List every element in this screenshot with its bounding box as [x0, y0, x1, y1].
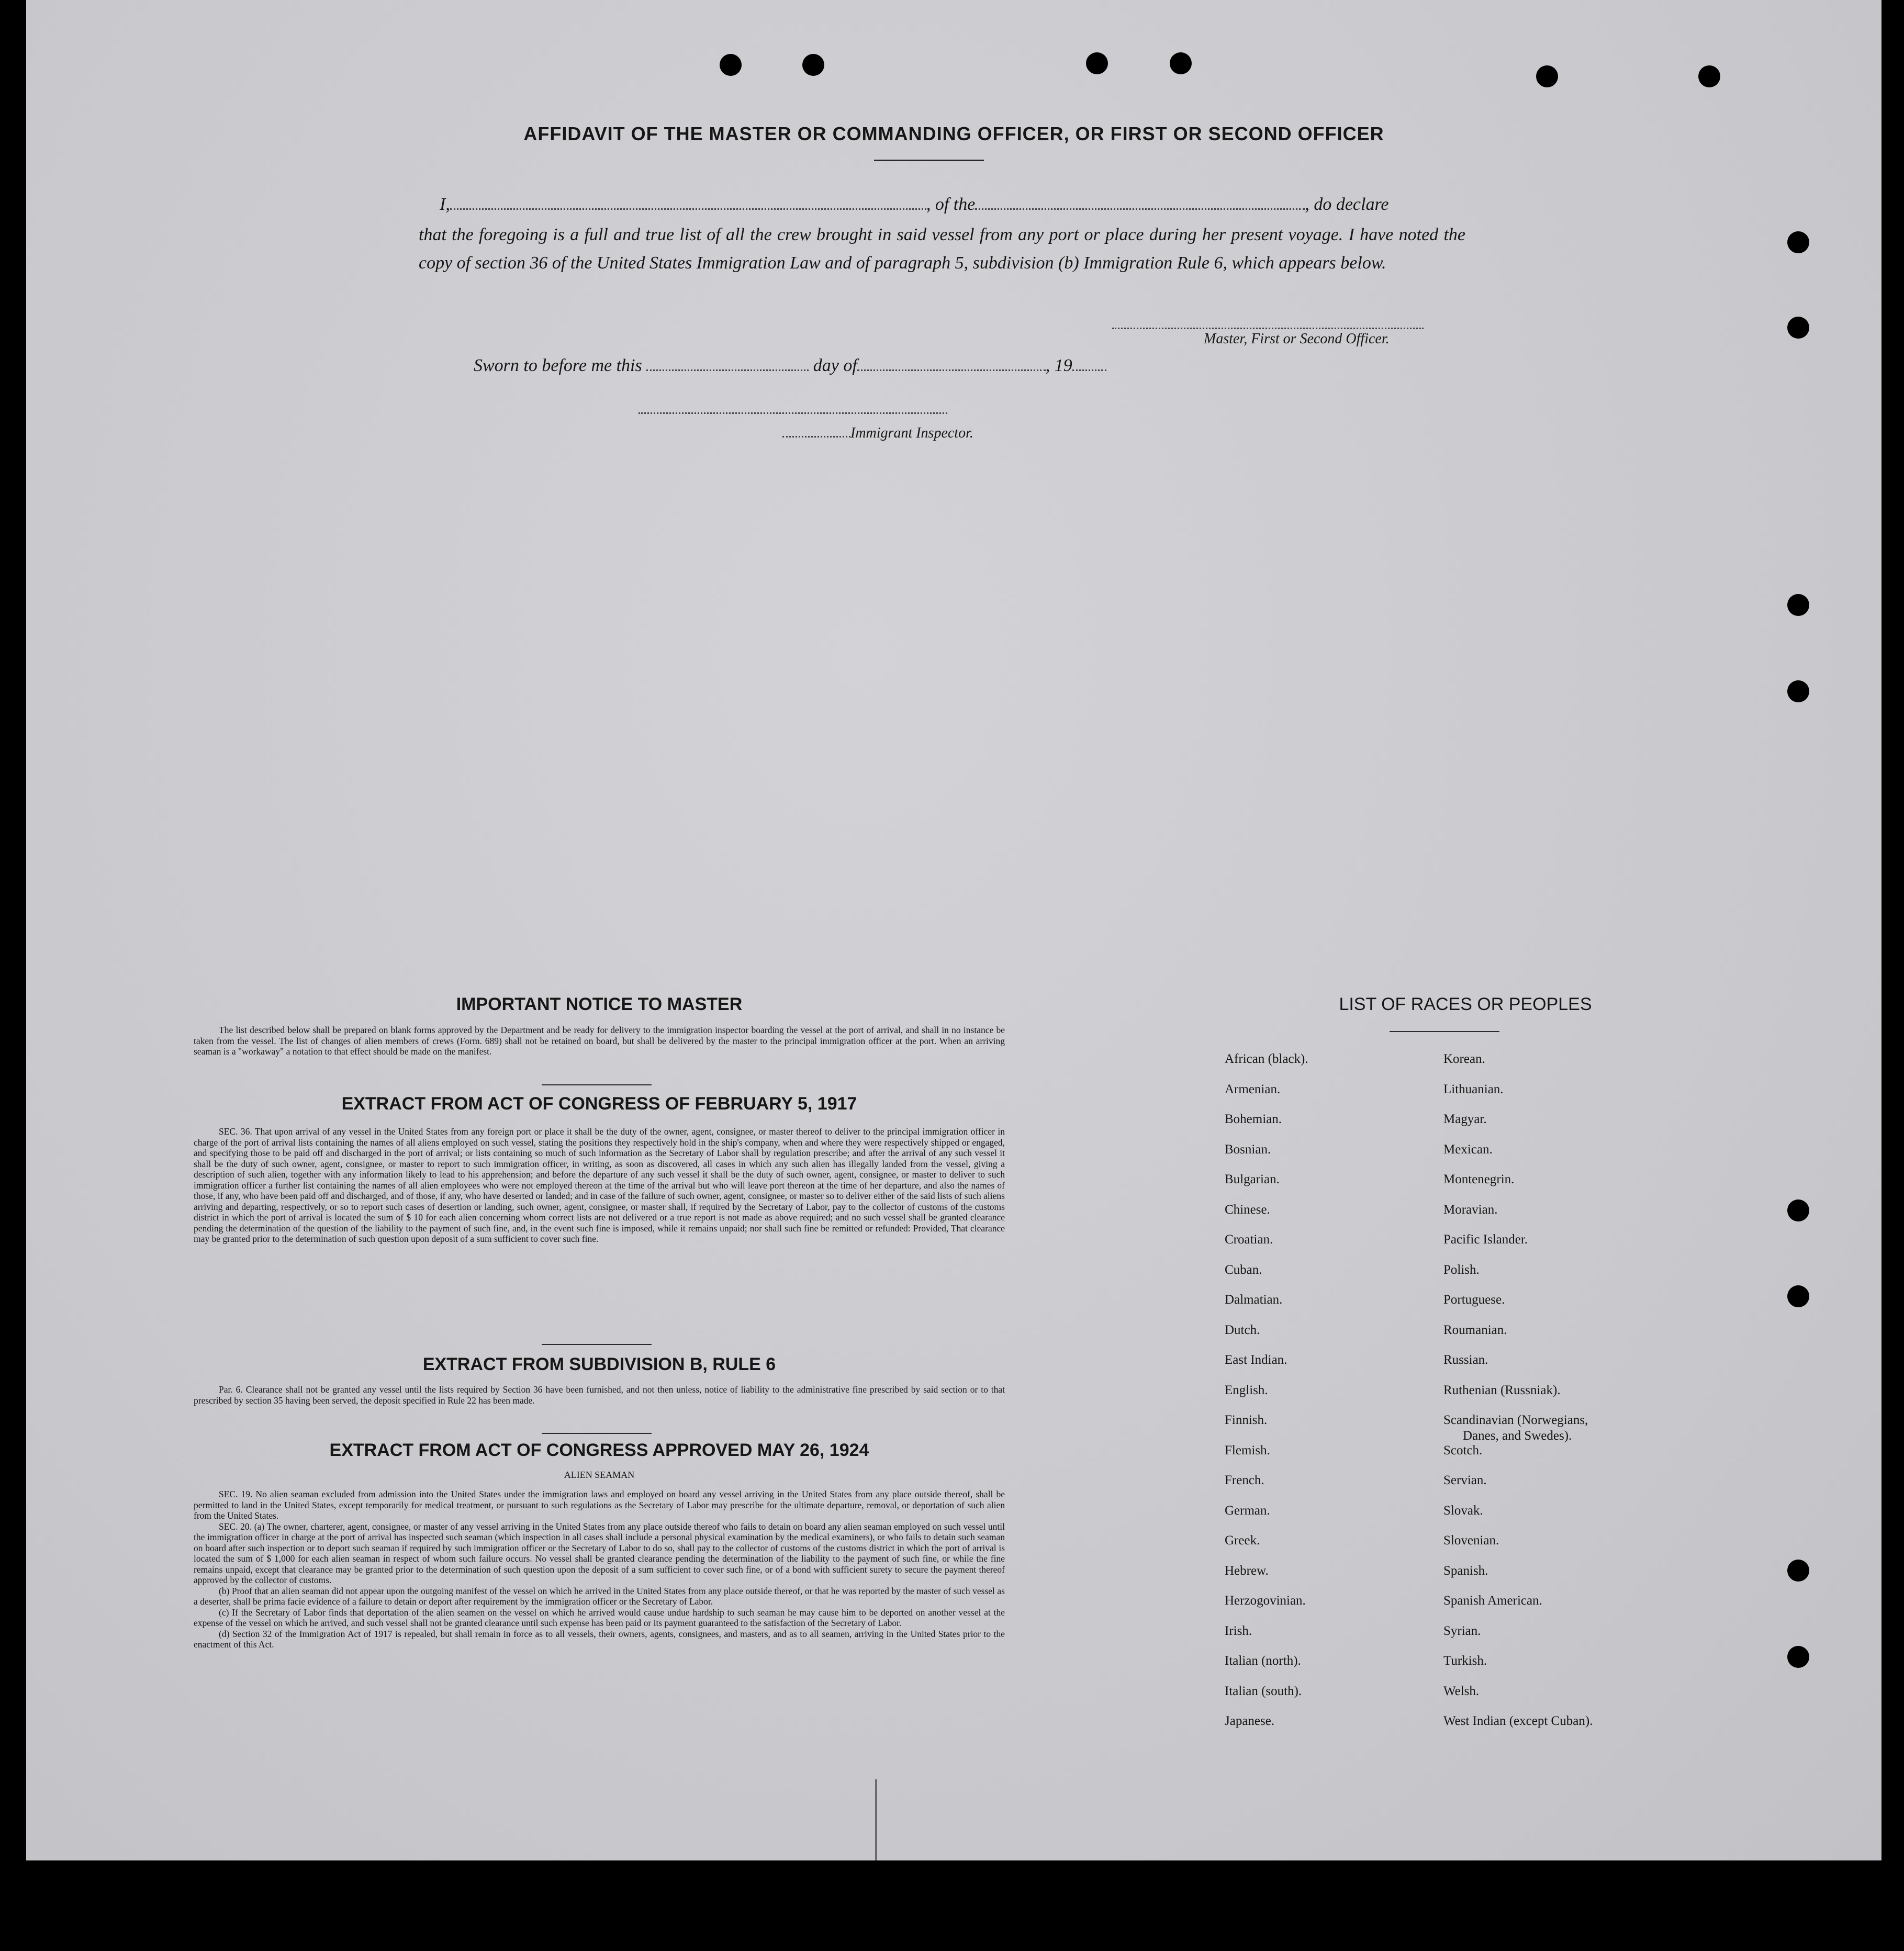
- race-item: Bohemian.: [1225, 1112, 1282, 1126]
- punch-hole: [1086, 52, 1108, 74]
- races-title: LIST OF RACES OR PEOPLES: [1339, 994, 1592, 1014]
- punch-hole: [1787, 1646, 1809, 1668]
- race-item: Croatian.: [1225, 1232, 1273, 1247]
- race-item: Montenegrin.: [1443, 1172, 1515, 1186]
- document-sheet: [26, 0, 1881, 1860]
- race-item: Korean.: [1443, 1052, 1485, 1066]
- sec-19-paragraph: SEC. 19. No alien seaman excluded from admission into the United States under the immigration laws and employed on board any vessel arriving in the United States from any place outside thereof, shall be permitted to land in the United States, except temporarily for medical treatment, or pursuant to such regulations as the Secretary of Labor may prescribe for the ultimate departure, removal, or deportation of such alien from the United States.: [194, 1489, 1005, 1521]
- title-divider: [874, 160, 984, 161]
- race-item: Servian.: [1443, 1473, 1487, 1487]
- race-item: Mexican.: [1443, 1142, 1493, 1157]
- punch-hole: [802, 54, 824, 76]
- race-item: Herzogovinian.: [1225, 1594, 1306, 1608]
- race-item: Lithuanian.: [1443, 1082, 1504, 1096]
- punch-hole: [1787, 594, 1809, 616]
- vessel-blank: [975, 205, 1305, 210]
- affidavit-title: AFFIDAVIT OF THE MASTER OR COMMANDING OFFICER, OR FIRST OR SECOND OFFICER: [523, 123, 1384, 144]
- race-item: Italian (south).: [1225, 1684, 1302, 1698]
- inspector-name-blank: [782, 433, 850, 438]
- punch-hole: [1787, 1199, 1809, 1221]
- signature-label: Master, First or Second Officer.: [1204, 331, 1390, 347]
- sworn-prefix: Sworn to before me this: [474, 356, 642, 375]
- declaration-line: [440, 195, 1465, 215]
- race-item: Danes, and Swedes).: [1463, 1429, 1572, 1443]
- race-item: African (black).: [1225, 1052, 1308, 1066]
- signature-blank: [1112, 324, 1424, 329]
- race-item: Syrian.: [1443, 1623, 1481, 1638]
- section-divider: [542, 1344, 652, 1345]
- inspector-line: [782, 425, 973, 442]
- extract-1917-title: EXTRACT FROM ACT OF CONGRESS OF FEBRUARY 5, 1917: [341, 1094, 857, 1114]
- race-item: Magyar.: [1443, 1112, 1487, 1126]
- race-item: Moravian.: [1443, 1202, 1498, 1217]
- race-item: English.: [1225, 1383, 1268, 1397]
- race-item: Russian.: [1443, 1353, 1488, 1367]
- race-item: West Indian (except Cuban).: [1443, 1714, 1593, 1728]
- punch-hole: [1787, 1285, 1809, 1307]
- extract-1924-subtitle: ALIEN SEAMAN: [564, 1470, 635, 1480]
- punch-hole: [1787, 317, 1809, 339]
- i-word: I,: [440, 195, 450, 214]
- extract-1924-title: EXTRACT FROM ACT OF CONGRESS APPROVED MAY 26, 1924: [329, 1440, 869, 1460]
- race-item: East Indian.: [1225, 1353, 1287, 1367]
- race-item: German.: [1225, 1503, 1270, 1518]
- sworn-line: [474, 356, 1106, 376]
- punch-hole: [1170, 52, 1192, 74]
- punch-hole: [1787, 1560, 1809, 1582]
- day-blank: [646, 366, 809, 371]
- punch-hole: [1787, 231, 1809, 253]
- do-declare-word: , do declare: [1305, 195, 1389, 214]
- race-item: Spanish American.: [1443, 1594, 1542, 1608]
- race-item: Japanese.: [1225, 1714, 1275, 1728]
- race-item: Turkish.: [1443, 1654, 1487, 1668]
- race-item: Pacific Islander.: [1443, 1232, 1528, 1247]
- inspector-signature-blank: [639, 409, 947, 414]
- extract-1917-text: SEC. 36. That upon arrival of any vessel in the United States from any foreign port or place it shall be the duty of the owner, agent, consignee, or master thereof to deliver to the principal immigration officer in charge of the port of arrival lists containing the names of all aliens employed on such vessel, stating the positions they respectively hold in the ship's company, when and where they were respectively shipped or engaged, and specifying those to be paid off and discharged in the port of arrival; or lists containing so much of such information as the Secretary of Labor shall by regulation prescribe; and after the arrival of any such vessel it shall be the duty of such owner, agent, consignee, or master to report to such immigration officer, in writing, as soon as discovered, all cases in which any such alien has illegally landed from the vessel, giving a description of such alien, together with any information likely to lead to his apprehension; and before the departure of any such vessel it shall be the duty of such owner, agent, consignee, or master to deliver to such immigration officer a further list containing the names of all alien employees who were not employed thereon at the time of the arrival but who will leave port thereon at the time of her departure, and also the names of those, if any, who have been paid off and discharged, and of those, if any, who have deserted or landed; and in case of the failure of such owner, agent, consignee, or master so to deliver either of the said lists of such aliens arriving and departing, respectively, or so to report such cases of desertion or landing, such owner, agent, consignee, or master shall, if required by the Secretary of Labor, pay to the collector of customs of the customs district in which the port of arrival is located the sum of $ 10 for each alien concerning whom correct lists are not delivered or a true report is not made as above required; and no such vessel shall be granted clearance pending the determination of the question of the liability to the payment of such fine, and, in the event such fine is imposed, while it remains unpaid; nor shall such fine be remitted or refunded: Provided, That clearance may be granted prior to the determination of such question upon deposit of a sum sufficient to cover such fine.: [194, 1126, 1005, 1244]
- inspector-label: Immigrant Inspector.: [850, 425, 973, 441]
- year-blank: [1072, 366, 1106, 371]
- race-item: Dutch.: [1225, 1322, 1260, 1337]
- crease-mark: [875, 1779, 877, 1860]
- race-item: Dalmatian.: [1225, 1293, 1283, 1307]
- extract-rule6-title: EXTRACT FROM SUBDIVISION B, RULE 6: [422, 1354, 776, 1374]
- race-item: Irish.: [1225, 1623, 1252, 1638]
- extract-1924-body: [194, 1489, 1005, 1650]
- name-blank: [450, 205, 926, 210]
- of-the-word: , of the: [926, 195, 976, 214]
- sec-20d-paragraph: (d) Section 32 of the Immigration Act of 1917 is repealed, but shall remain in force as to all vessels, their owners, agents, consignees, and masters, and as to all seamen, arriving in the United States prior to the enactment of this Act.: [194, 1628, 1005, 1650]
- race-item: Spanish.: [1443, 1563, 1488, 1578]
- race-item: Bulgarian.: [1225, 1172, 1280, 1186]
- race-item: Chinese.: [1225, 1202, 1270, 1217]
- notice-text: The list described below shall be prepared on blank forms approved by the Department and be ready for delivery to the immigration inspector boarding the vessel at the port of arrival, and shall in no instance be taken from the vessel. The list of changes of alien members of crews (Form. 689) shall not be retained on board, but shall be delivered by the master to the principal immigration officer at the port. When an arriving seaman is a "workaway" a notation to that effect should be made on the manifest.: [194, 1025, 1005, 1057]
- race-item: Scandinavian (Norwegians,: [1443, 1413, 1588, 1427]
- punch-hole: [1698, 65, 1720, 87]
- punch-hole: [1536, 65, 1558, 87]
- sec-20c-paragraph: (c) If the Secretary of Labor finds that deportation of the alien seamen on the vessel on which he arrived would cause undue hardship to such seaman he may cause him to be deported on another vessel at the expense of the vessel on which he arrived, and such vessel shall not be granted clearance until such expense has been paid or its payment guaranteed to the satisfaction of the Secretary of Labor.: [194, 1607, 1005, 1628]
- race-item: Roumanian.: [1443, 1322, 1507, 1337]
- race-item: Scotch.: [1443, 1443, 1483, 1457]
- extract-rule6-text: Par. 6. Clearance shall not be granted any vessel until the lists required by Section 36 have been furnished, and not then unless, notice of liability to the administrative fine prescribed by said section or to that prescribed by section 35 having been served, the deposit specified in Rule 22 has been made.: [194, 1384, 1005, 1406]
- sec-20b-paragraph: (b) Proof that an alien seaman did not appear upon the outgoing manifest of the vessel on which he arrived in the United States from any place outside thereof, or that he was reported by the master of such vessel as a deserter, shall be prima facie evidence of a failure to detain or deport after requirement by the immigration officer or the Secretary of Labor.: [194, 1585, 1005, 1607]
- race-item: Portuguese.: [1443, 1293, 1505, 1307]
- race-item: Italian (north).: [1225, 1654, 1301, 1668]
- race-item: Ruthenian (Russniak).: [1443, 1383, 1561, 1397]
- sec-20a-paragraph: SEC. 20. (a) The owner, charterer, agent, consignee, or master of any vessel arriving in the United States from any place outside thereof who fails to detain on board any alien seaman employed on such vessel until the immigration officer in charge at the port of arrival has inspected such seaman (which inspection in all cases shall include a personal physical examination by the medical examiners), or who fails to detain such seaman on board after such inspection or to deport such seaman if required by such immigration officer or the Secretary of Labor to do so, shall pay to the collector of customs of the customs district in which the port of arrival is located the sum of $ 1,000 for each alien seaman in respect of whom such failure occurs. No vessel shall be granted clearance pending the determination of the liability to the payment of such fine, or while the fine remains unpaid, except that clearance may be granted prior to the determination of such question upon the deposit of a sum sufficient to cover such fine, or of a bond with sufficient surety to secure the payment thereof approved by the collector of customs.: [194, 1521, 1005, 1585]
- section-divider: [542, 1084, 652, 1085]
- section-divider: [542, 1433, 652, 1434]
- punch-hole: [1787, 680, 1809, 702]
- race-item: Finnish.: [1225, 1413, 1268, 1427]
- race-item: Cuban.: [1225, 1262, 1262, 1277]
- race-item: Slovenian.: [1443, 1533, 1499, 1548]
- punch-hole: [720, 54, 742, 76]
- day-of-word: day of: [813, 356, 857, 375]
- race-item: Flemish.: [1225, 1443, 1270, 1457]
- year-prefix: , 19: [1045, 356, 1072, 375]
- race-item: Slovak.: [1443, 1503, 1483, 1518]
- race-item: Hebrew.: [1225, 1563, 1269, 1578]
- race-item: Welsh.: [1443, 1684, 1480, 1698]
- race-item: French.: [1225, 1473, 1264, 1487]
- races-title-divider: [1390, 1031, 1499, 1032]
- race-item: Armenian.: [1225, 1082, 1281, 1096]
- race-item: Greek.: [1225, 1533, 1260, 1548]
- notice-title: IMPORTANT NOTICE TO MASTER: [456, 994, 743, 1014]
- affidavit-body: that the foregoing is a full and true list of all the crew brought in said vessel from any port or place during her present voyage. I have noted the copy of section 36 of the United States Immigration Law and of paragraph 5, subdivision (b) Immigration Rule 6, which appears below.: [419, 225, 1465, 273]
- race-item: Bosnian.: [1225, 1142, 1271, 1157]
- month-blank: [857, 366, 1046, 371]
- race-item: Polish.: [1443, 1262, 1480, 1277]
